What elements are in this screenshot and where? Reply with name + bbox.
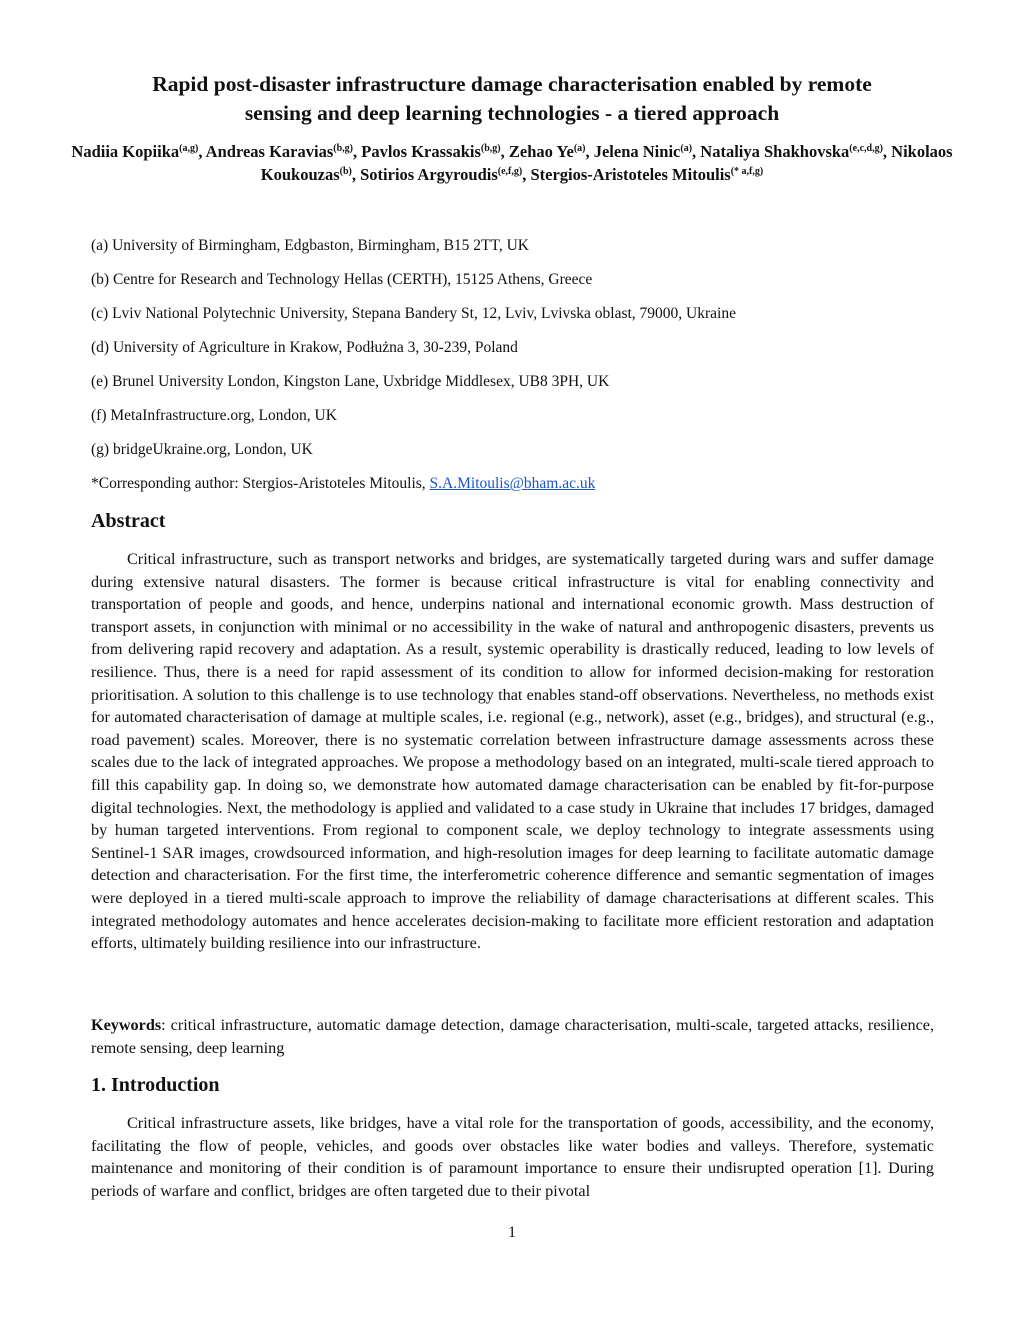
author: Andreas Karavias$^{(b,g)}$, — [205, 142, 362, 161]
affiliation-b: (b) Centre for Research and Technology Hellas (CERTH), 15125 Athens, Greece — [91, 271, 593, 288]
affiliation-d: (d) University of Agriculture in Krakow, Podłużna 3, 30-239, Poland — [91, 339, 518, 356]
author: Nadiia Kopiika$^{(a,g)}$, — [71, 142, 206, 161]
author: Nataliya Shakhovska$^{(e,c,d,g)}$, — [700, 142, 892, 161]
keywords-text: : critical infrastructure, automatic damage detection, damage characterisation, multi-scale, targeted attacks, resilience, remote sensing, deep learning — [91, 1016, 934, 1057]
title-line-2: sensing and deep learning technologies - a tiered approach — [244, 101, 780, 125]
affiliation-e: (e) Brunel University London, Kingston Lane, Uxbridge Middlesex, UB8 3PH, UK — [91, 373, 610, 390]
corresponding-author-label: *Corresponding author: Stergios-Aristoteles Mitoulis, — [91, 475, 430, 492]
keywords-label: Keywords — [91, 1016, 162, 1034]
title-line-1: Rapid post-disaster infrastructure damage characterisation enabled by remote — [152, 72, 872, 96]
introduction-body: Critical infrastructure assets, like bridges, have a vital role for the transportation of goods, accessibility, and the economy, facilitating the flow of people, vehicles, and goods over obstacles like water bodies and valleys. Therefore, systematic maintenance and monitoring of their condition is of paramount importance to ensure their undisrupted operation [1]. During periods of warfare and conflict, bridges are often targeted due to their pivotal — [91, 1114, 934, 1200]
keywords — [91, 1014, 934, 1059]
author: Stergios-Aristoteles Mitoulis$^{(* a,f,g)}$ — [530, 165, 764, 184]
author-list — [70, 140, 954, 186]
corresponding-email-link[interactable]: S.A.Mitoulis@bham.ac.uk — [429, 475, 596, 492]
page-number: 1 — [508, 1224, 516, 1241]
abstract-body: Critical infrastructure, such as transport networks and bridges, are systematically targeted during wars and suffer damage during extensive natural disasters. The former is because critical infrastructure is vital for enabling connectivity and transportation of people and goods, and hence, underpins national and international economic growth. Mass destruction of transport assets, in conjunction with minimal or no accessibility in the wake of natural and anthropogenic disasters, prevents us from delivering rapid recovery and adaptation. As a result, systemic operability is drastically reduced, leading to low levels of resilience. Thus, there is a need for rapid assessment of its condition to allow for informed decision-making for restoration prioritisation. A solution to this challenge is to use technology that enables stand-off observations. Nevertheless, no methods exist for automated characterisation of damage at multiple scales, i.e. regional (e.g., network), asset (e.g., bridges), and structural (e.g., road pavement) scales. Moreover, there is no systematic correlation between infrastructure damage assessments across these scales due to the lack of integrated approaches. We propose a methodology based on an integrated, multi-scale tiered approach to fill this capability gap. In doing so, we demonstrate how automated damage characterisation can be enabled by fit-for-purpose digital technologies. Next, the methodology is applied and validated to a case study in Ukraine that includes 17 bridges, damaged by human targeted interventions. From regional to component scale, we deploy technology to integrate assessments using Sentinel-1 SAR images, crowdsourced information, and high-resolution images for deep learning to facilitate automatic damage detection and characterisation. For the first time, the interferometric coherence difference and semantic segmentation of images were deployed in a tiered multi-scale approach to improve the reliability of damage characterisations at different scales. This integrated methodology automates and hence accelerates decision-making to facilitate more efficient restoration and adaptation efforts, ultimately building resilience into our infrastructure. — [91, 550, 934, 953]
affiliation-g: (g) bridgeUkraine.org, London, UK — [91, 441, 313, 458]
introduction-heading: 1. Introduction — [91, 1074, 220, 1096]
author: Nikolaos Koukouzas$^{(b)}$, — [260, 142, 953, 184]
author: Jelena Ninic$^{(a)}$, — [593, 142, 701, 161]
affiliation-c: (c) Lviv National Polytechnic University, Stepana Bandery St, 12, Lviv, Lvivska oblast, 79000, Ukraine — [91, 305, 736, 322]
corresponding-author — [91, 474, 595, 494]
affiliation-a: (a) University of Birmingham, Edgbaston, Birmingham, B15 2TT, UK — [91, 237, 529, 254]
author: Pavlos Krassakis$^{(b,g)}$, — [361, 142, 509, 161]
paper-title — [60, 70, 964, 128]
abstract-heading: Abstract — [91, 510, 166, 532]
author: Zehao Ye$^{(a)}$, — [508, 142, 594, 161]
affiliation-f: (f) MetaInfrastructure.org, London, UK — [91, 407, 337, 424]
author: Sotirios Argyroudis$^{(e,f,g)}$, — [360, 165, 531, 184]
